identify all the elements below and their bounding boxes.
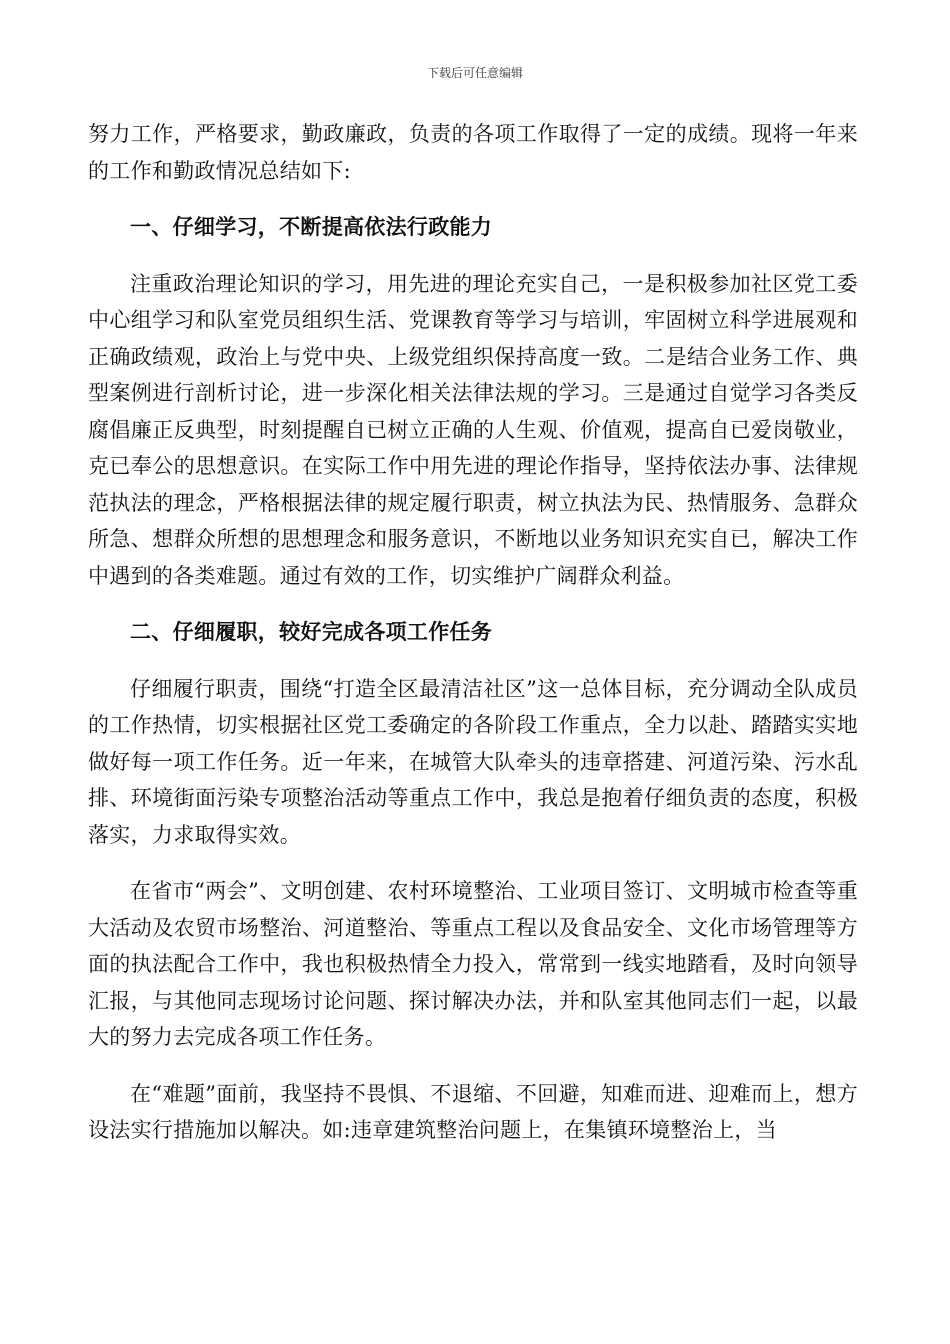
- paragraph-duties: 仔细履行职责，围绕“打造全区最清洁社区”这一总体目标，充分调动全队成员的工作热情，切实根据社区党工委确定的各阶段工作重点，全力以赴、踏踏实实地做好每一项工作任务。近一年来，在城管大队牵头的违章搭建、河道污染、污水乱排、环境街面污染专项整治活动等重点工作中，我总是抱着仔细负责的态度，积极落实，力求取得实效。: [88, 676, 858, 847]
- paragraph-activities: 在省市“两会”、文明创建、农村环境整治、工业项目签订、文明城市检查等重大活动及农贸市场整治、河道整治、等重点工程以及食品安全、文化市场管理等方面的执法配合工作中，我也积极热情全力投入，常常到一线实地踏看，及时向领导汇报，与其他同志现场讨论问题、探讨解决办法，并和队室其他同志们一起，以最大的努力去完成各项工作任务。: [88, 879, 858, 1049]
- section-heading-1: 一、仔细学习，不断提高依法行政能力: [130, 214, 493, 239]
- page-header: 下载后可任意编辑: [426, 66, 523, 80]
- paragraph-intro: 努力工作，严格要求，勤政廉政，负责的各项工作取得了一定的成绩。现将一年来的工作和勤政情况总结如下:: [88, 122, 858, 183]
- document-body: [88, 116, 858, 1149]
- paragraph-difficulties: 在“难题”面前，我坚持不畏惧、不退缩、不回避，知难而进、迎难而上，想方设法实行措施加以解决。如:违章建筑整治问题上，在集镇环境整治上，当: [88, 1081, 858, 1142]
- paragraph-study: 注重政治理论知识的学习，用先进的理论充实自己，一是积极参加社区党工委中心组学习和队室党员组织生活、党课教育等学习与培训，牢固树立科学进展观和正确政绩观，政治上与党中央、上级党组织保持高度一致。二是结合业务工作、典型案例进行剖析讨论，进一步深化相关法律法规的学习。三是通过自觉学习各类反腐倡廉正反典型，时刻提醒自已树立正确的人生观、价值观，提高自已爱岗敬业，克已奉公的思想意识。在实际工作中用先进的理论作指导，坚持依法办事、法律规范执法的理念，严格根据法律的规定履行职责，树立执法为民、热情服务、急群众所急、想群众所想的思想理念和服务意识，不断地以业务知识充实自已，解决工作中遇到的各类难题。通过有效的工作，切实维护广阔群众利益。: [88, 271, 858, 588]
- section-heading-2: 二、仔细履职，较好完成各项工作任务: [130, 619, 493, 644]
